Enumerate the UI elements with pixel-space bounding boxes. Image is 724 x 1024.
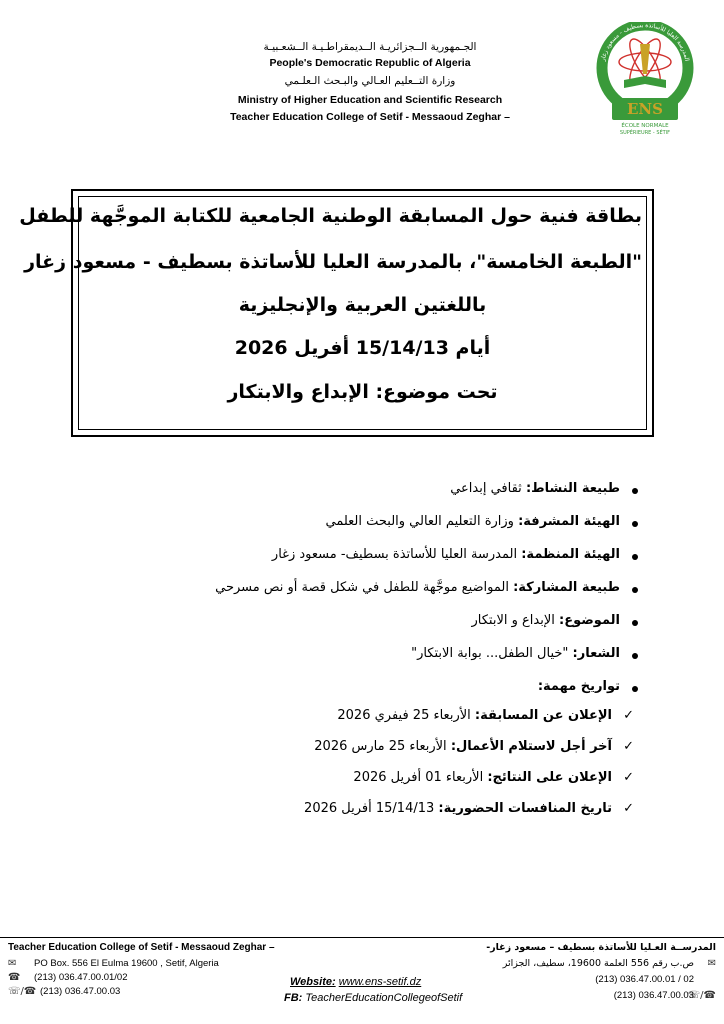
footer-left-address: PO Box. 556 El Eulma 19600 , Setif, Algeria bbox=[34, 958, 219, 969]
footer-right-title: المدرســة العـليا للأساتذة بسطيف – مسعود زغار- bbox=[486, 942, 716, 953]
title-line-3: باللغتين العربية والإنجليزية bbox=[238, 294, 487, 316]
date-item: تاريخ المنافسات الحضورية: 15/14/13 أفريل 2026 bbox=[304, 801, 612, 816]
checkmark-icon: ✓ bbox=[623, 801, 634, 816]
bullet-icon bbox=[632, 521, 638, 527]
footer-divider bbox=[0, 937, 724, 938]
fax-icon: ☏/☎ bbox=[687, 990, 716, 1001]
footer-right-phone: (213) 036.47.00.01 / 02 bbox=[595, 974, 694, 985]
title-line-2: "الطبعة الخامسة"، بالمدرسة العليا للأساتذة بسطيف - مسعود زغار bbox=[24, 251, 642, 273]
bullet-icon bbox=[632, 686, 638, 692]
date-item: آخر أجل لاستلام الأعمال: الأربعاء 25 مارس 2026 bbox=[314, 739, 612, 754]
pen-icon bbox=[640, 44, 650, 74]
college-english: Teacher Education College of Setif - Messaoud Zeghar – bbox=[230, 111, 510, 123]
list-item: طبيعة المشاركة: المواضيع موجَّهة للطفل في شكل قصة أو نص مسرحي bbox=[215, 580, 620, 595]
logo-ring-text: المدرسة العليا للأساتذة بسطيف - مسعود زغار bbox=[599, 22, 691, 62]
bullet-icon bbox=[632, 488, 638, 494]
list-item: طبيعة النشاط: ثقافي إبداعي bbox=[450, 481, 620, 496]
mail-icon: ✉ bbox=[8, 958, 17, 969]
title-line-5: تحت موضوع: الإبداع والابتكار bbox=[227, 381, 498, 403]
website-link[interactable]: www.ens-setif.dz bbox=[338, 976, 422, 988]
list-item: الهيئة المشرفة: وزارة التعليم العالي والبحث العلمي bbox=[325, 514, 620, 529]
footer-left-phone: (213) 036.47.00.01/02 bbox=[34, 972, 128, 983]
footer-right-address: ص.ب رقم 556 العلمة 19600، سطيف، الجزائر bbox=[502, 958, 694, 969]
date-item: الإعلان على النتائج: الأربعاء 01 أفريل 2026 bbox=[353, 770, 612, 785]
logo-acronym: ENS bbox=[627, 100, 663, 118]
republic-arabic: الجـمهورية الــجزائريـة الــديمقراطـيـة الــشعـبيـة bbox=[263, 41, 477, 53]
footer-left-fax: (213) 036.47.00.03 bbox=[40, 986, 121, 997]
bullet-icon bbox=[632, 620, 638, 626]
bullet-icon bbox=[632, 653, 638, 659]
mail-icon: ✉ bbox=[707, 958, 716, 969]
list-item: الموضوع: الإبداع و الابتكار bbox=[471, 613, 620, 628]
footer-facebook: FB: TeacherEducationCollegeofSetif bbox=[284, 992, 463, 1004]
footer-left-title: Teacher Education College of Setif - Messaoud Zeghar – bbox=[8, 942, 275, 953]
title-line-4: أيام 15/14/13 أفريل 2026 bbox=[234, 337, 491, 359]
title-line-1: بطاقة فنية حول المسابقة الوطنية الجامعية للكتابة الموجَّهة للطفل bbox=[19, 205, 642, 227]
checkmark-icon: ✓ bbox=[623, 739, 634, 754]
date-item: الإعلان عن المسابقة: الأربعاء 25 فيفري 2026 bbox=[337, 708, 612, 723]
phone-icon: ☎ bbox=[8, 972, 21, 983]
footer-right-fax: (213) 036.47.00.03 bbox=[613, 990, 694, 1001]
logo-line1: ÉCOLE NORMALE bbox=[621, 123, 669, 129]
ens-setif-logo bbox=[590, 22, 700, 138]
bullet-icon bbox=[632, 587, 638, 593]
title-box bbox=[19, 189, 654, 437]
checkmark-icon: ✓ bbox=[623, 708, 634, 723]
logo-line2: SUPÉRIEURE - SÉTIF bbox=[619, 130, 671, 136]
fax-icon: ☏/☎ bbox=[8, 986, 37, 997]
ministry-arabic: وزارة التــعليم العـالي والبـحث الـعلـمي bbox=[284, 75, 456, 87]
list-item: الشعار: "خيال الطفل... بوابة الابتكار" bbox=[411, 646, 620, 661]
bullet-icon bbox=[632, 554, 638, 560]
ministry-english: Ministry of Higher Education and Scientific Research bbox=[237, 94, 503, 106]
list-item: الهيئة المنظمة: المدرسة العليا للأساتذة بسطيف- مسعود زغار bbox=[271, 547, 620, 562]
facebook-link[interactable]: TeacherEducationCollegeofSetif bbox=[305, 992, 463, 1004]
republic-english: People's Democratic Republic of Algeria bbox=[269, 57, 471, 69]
list-item: تواريخ مهمة: bbox=[537, 679, 620, 694]
footer-website: Website: www.ens-setif.dz bbox=[290, 976, 422, 988]
checkmark-icon: ✓ bbox=[623, 770, 634, 785]
